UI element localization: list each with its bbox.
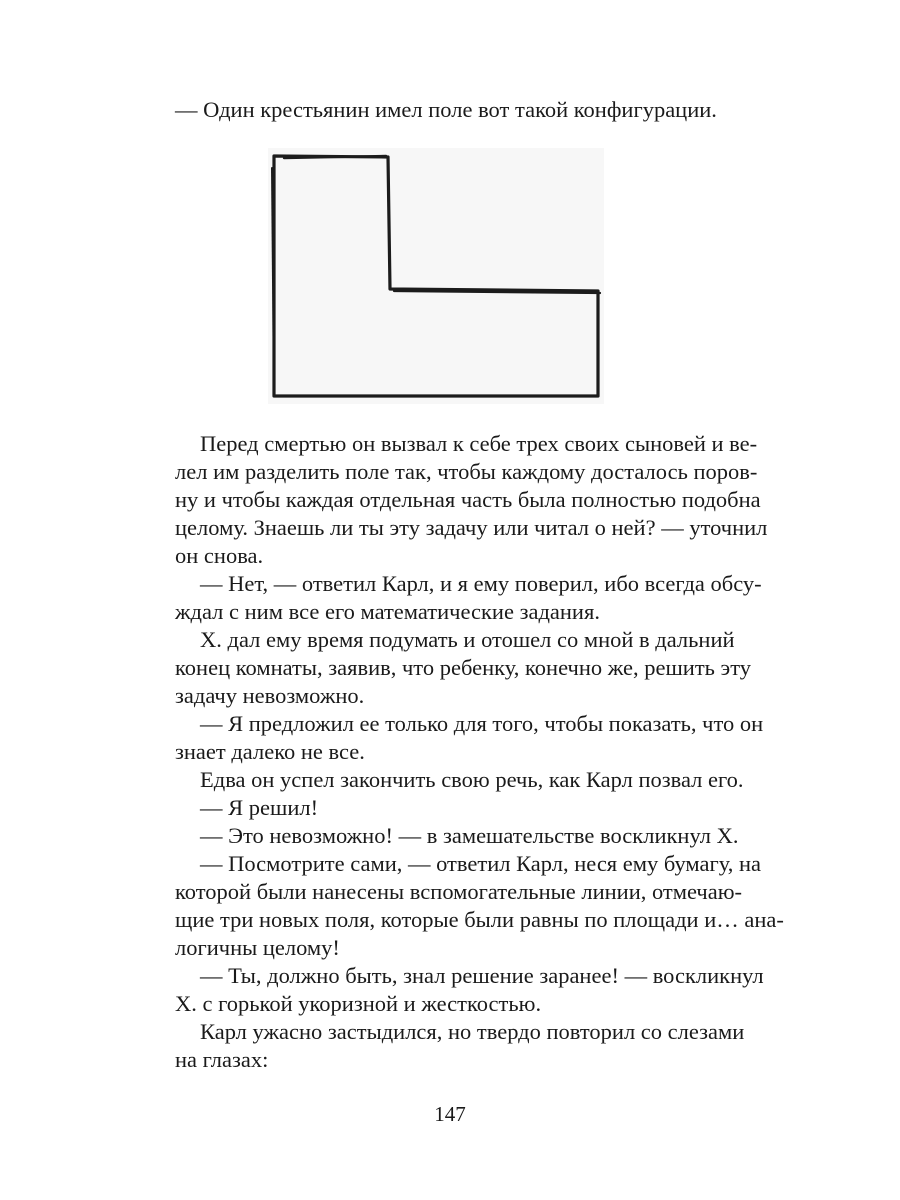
intro-line: — Один крестьянин имел поле вот такой конфигурации. [175, 97, 717, 122]
paragraph-1-line-4: целому. Знаешь ли ты эту задачу или читал о ней? — уточнил [175, 515, 768, 540]
paragraph-3-line-2: конец комнаты, заявив, что ребенку, конечно же, решить эту [175, 655, 751, 680]
paragraph-8-line-2: которой были нанесены вспомогательные линии, отмечаю- [175, 879, 743, 904]
paragraph-8-line-1: — Посмотрите сами, — ответил Карл, неся ему бумагу, на [200, 851, 761, 876]
paragraph-8-line-3: щие три новых поля, которые были равны по площади и… ана- [175, 907, 784, 932]
page-number: 147 [434, 1102, 466, 1126]
paragraph-6-line-1: — Я решил! [200, 795, 319, 820]
paragraph-9-line-2: Х. с горькой укоризной и жесткостью. [175, 991, 542, 1016]
paragraph-1-line-2: лел им разделить поле так, чтобы каждому досталось поров- [175, 459, 758, 484]
paragraph-3-line-1: Х. дал ему время подумать и отошел со мной в дальний [200, 627, 735, 652]
paragraph-8-line-4: логичны целому! [175, 935, 340, 960]
paragraph-10-line-1: Карл ужасно застыдился, но твердо повторил со слезами [200, 1019, 745, 1044]
paragraph-3-line-3: задачу невозможно. [175, 683, 365, 708]
paragraph-5-line-1: Едва он успел закончить свою речь, как Карл позвал его. [200, 767, 744, 792]
figure-background [268, 148, 604, 404]
paragraph-1-line-5: он снова. [175, 543, 264, 568]
paragraph-4-line-2: знает далеко не все. [175, 739, 365, 764]
l-shape-drawing [268, 148, 604, 404]
paragraph-1-line-3: ну и чтобы каждая отдельная часть была полностью подобна [175, 487, 761, 512]
paragraph-7-line-1: — Это невозможно! — в замешательстве воскликнул Х. [200, 823, 739, 848]
paragraph-10-line-2: на глазах: [175, 1047, 269, 1072]
paragraph-1-line-1: Перед смертью он вызвал к себе трех своих сыновей и ве- [200, 431, 758, 456]
paragraph-9-line-1: — Ты, должно быть, знал решение заранее! — воскликнул [200, 963, 764, 988]
l-shaped-field-figure [268, 148, 604, 404]
paragraph-2-line-2: ждал с ним все его математические задания. [175, 599, 600, 624]
paragraph-4-line-1: — Я предложил ее только для того, чтобы показать, что он [200, 711, 764, 736]
paragraph-2-line-1: — Нет, — ответил Карл, и я ему поверил, ибо всегда обсу- [200, 571, 762, 596]
